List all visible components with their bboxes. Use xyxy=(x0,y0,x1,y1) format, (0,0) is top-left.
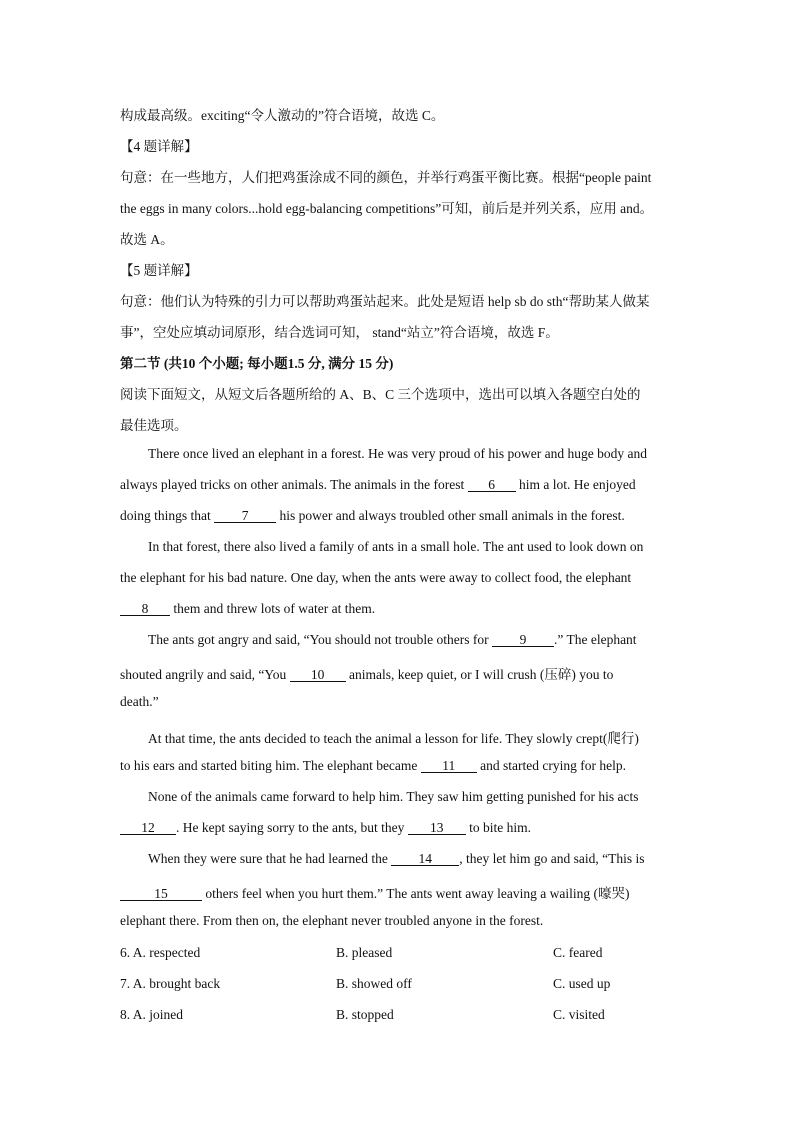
blank-11: 11 xyxy=(421,759,477,773)
instruction-line: 阅读下面短文，从短文后各题所给的 A、B、C 三个选项中，选出可以填入各题空白处的 xyxy=(120,387,641,402)
explanation-line: 句意：他们认为特殊的引力可以帮助鸡蛋站起来。此处是短语 help sb do sth“帮助某人做某 xyxy=(120,294,650,309)
blank-7: 7 xyxy=(214,509,276,523)
option-b: B. pleased xyxy=(336,945,393,960)
q5-heading: 【5 题详解】 xyxy=(120,263,198,278)
passage-line: 12 . He kept saying sorry to the ants, but they 13 to bite him. xyxy=(120,820,531,836)
option-c: C. visited xyxy=(553,1007,605,1022)
blank-14: 14 xyxy=(391,852,459,866)
option-a: 6. A. respected xyxy=(120,945,201,960)
option-c: C. feared xyxy=(553,945,603,960)
explanation-line: 构成最高级。exciting“令人激动的”符合语境，故选 C。 xyxy=(120,108,445,123)
blank-10: 10 xyxy=(290,668,346,682)
option-b: B. showed off xyxy=(336,976,412,991)
passage-line: doing things that 7 his power and always troubled other small animals in the forest. xyxy=(120,508,625,523)
passage-line: At that time, the ants decided to teach the animal a lesson for life. They slowly crept(爬行) xyxy=(148,731,639,746)
option-c: C. used up xyxy=(553,976,611,991)
passage-line: None of the animals came forward to help him. They saw him getting punished for his acts xyxy=(148,789,639,804)
blank-12: 12 xyxy=(120,821,176,835)
blank-8: 8 xyxy=(120,602,170,616)
passage-line: elephant there. From then on, the elephant never troubled anyone in the forest. xyxy=(120,913,544,928)
option-a: 8. A. joined xyxy=(120,1007,183,1022)
instruction-line: 最佳选项。 xyxy=(120,418,188,433)
explanation-line: 事”，空处应填动词原形，结合选词可知， stand“站立”符合语境，故选 F。 xyxy=(120,325,559,340)
explanation-line: the eggs in many colors...hold egg-balancing competitions”可知，前后是并列关系，应用 and。 xyxy=(120,201,654,216)
explanation-line: 故选 A。 xyxy=(120,232,174,247)
passage-line: When they were sure that he had learned the 14 , they let him go and said, “This is xyxy=(148,851,645,866)
blank-13: 13 xyxy=(408,821,466,835)
blank-9: 9 xyxy=(492,633,554,647)
blank-15: 15 xyxy=(120,887,202,901)
passage-line: The ants got angry and said, “You should not trouble others for 9 .” The elephant xyxy=(148,632,637,647)
passage-line: 15 others feel when you hurt them.” The ants went away leaving a wailing (嚎哭) xyxy=(120,882,630,902)
q4-heading: 【4 题详解】 xyxy=(120,139,198,154)
blank-6: 6 xyxy=(468,478,516,492)
passage-line: shouted angrily and said, “You 10 animals, keep quiet, or I will crush (压碎) you to xyxy=(120,667,614,682)
section-title: 第二节 (共10 个小题; 每小题1.5 分, 满分 15 分) xyxy=(120,356,394,371)
passage-line: the elephant for his bad nature. One day, when the ants were away to collect food, the elephant xyxy=(120,570,632,585)
option-a: 7. A. brought back xyxy=(120,976,221,991)
passage-line: There once lived an elephant in a forest. He was very proud of his power and huge body and xyxy=(148,446,647,461)
option-b: B. stopped xyxy=(336,1007,394,1022)
passage-line: 8 them and threw lots of water at them. xyxy=(120,601,375,617)
passage-line: to his ears and started biting him. The elephant became 11 and started crying for help. xyxy=(120,758,626,773)
passage-line: always played tricks on other animals. The animals in the forest 6 him a lot. He enjoyed xyxy=(120,477,636,492)
passage-line: death.” xyxy=(120,694,159,709)
passage-line: In that forest, there also lived a family of ants in a small hole. The ant used to look down on xyxy=(148,539,644,554)
explanation-line: 句意：在一些地方，人们把鸡蛋涂成不同的颜色，并举行鸡蛋平衡比赛。根据“people paint xyxy=(120,170,652,185)
